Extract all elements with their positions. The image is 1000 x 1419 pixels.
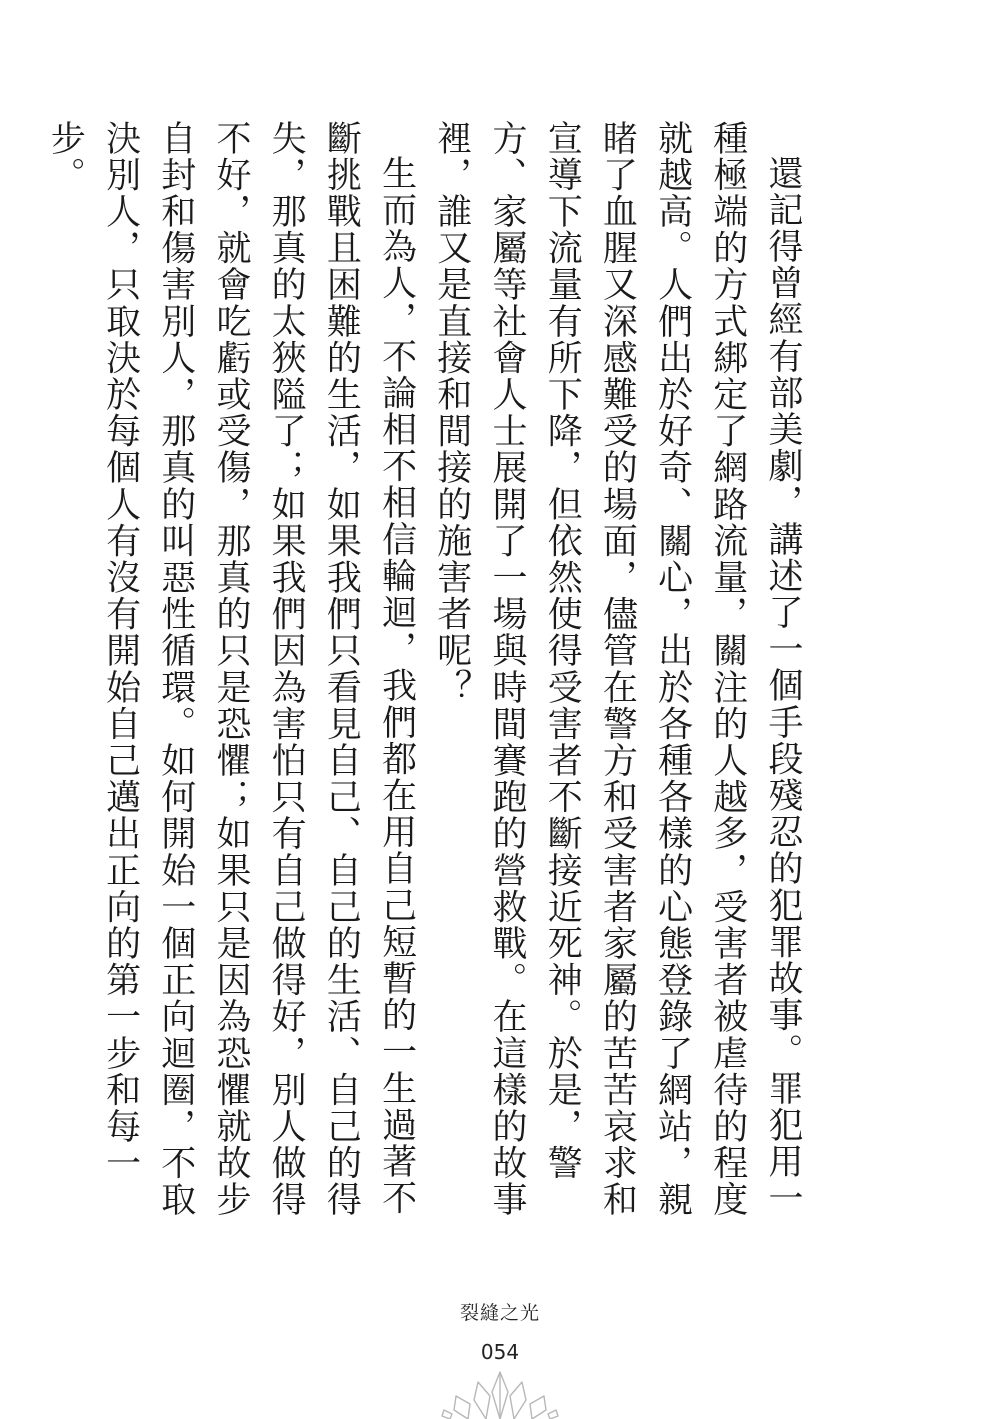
page-number: 054: [480, 1340, 520, 1364]
paragraph-1: 還記得曾經有部美劇，講述了一個手段殘忍的犯罪故事。罪犯用一種極端的方式綁定了網路流量，關注的人越多，受害者被虐待的程度就越高。人們出於好奇、關心，出於各種各樣的心態登錄了網站，親睹了血腥又深感難受的場面，儘管在警方和受害者家屬的苦苦哀求和宣導下流量有所下降，但依然使得受害者不斷接近死神。於是，警方、家屬等社會人士展開了一場與時間賽跑的營救戰。在這樣的故事裡，誰又是直接和間接的施害者呢？: [431, 120, 803, 1218]
book-title: 裂縫之光: [459, 1302, 540, 1324]
vertical-text-body: [45, 120, 810, 1250]
paragraph-2: 生而為人，不論相不相信輪迴，我們都在用自己短暫的一生過著不斷挑戰且困難的生活，如果我們只看見自己、自己的生活、自己的得失，那真的太狹隘了；如果我們因為害怕只有自己做得好，別人做得不好，就會吃虧或受傷，那真的只是恐懼；如果只是因為恐懼就故步自封和傷害別人，那真的叫惡性循環。如何開始一個正向迴圈，不取決別人，只取決於每個人有沒有開始自己邁出正向的第一步和每一步。: [45, 120, 417, 1218]
crystal-ornament-icon: [440, 1370, 560, 1419]
